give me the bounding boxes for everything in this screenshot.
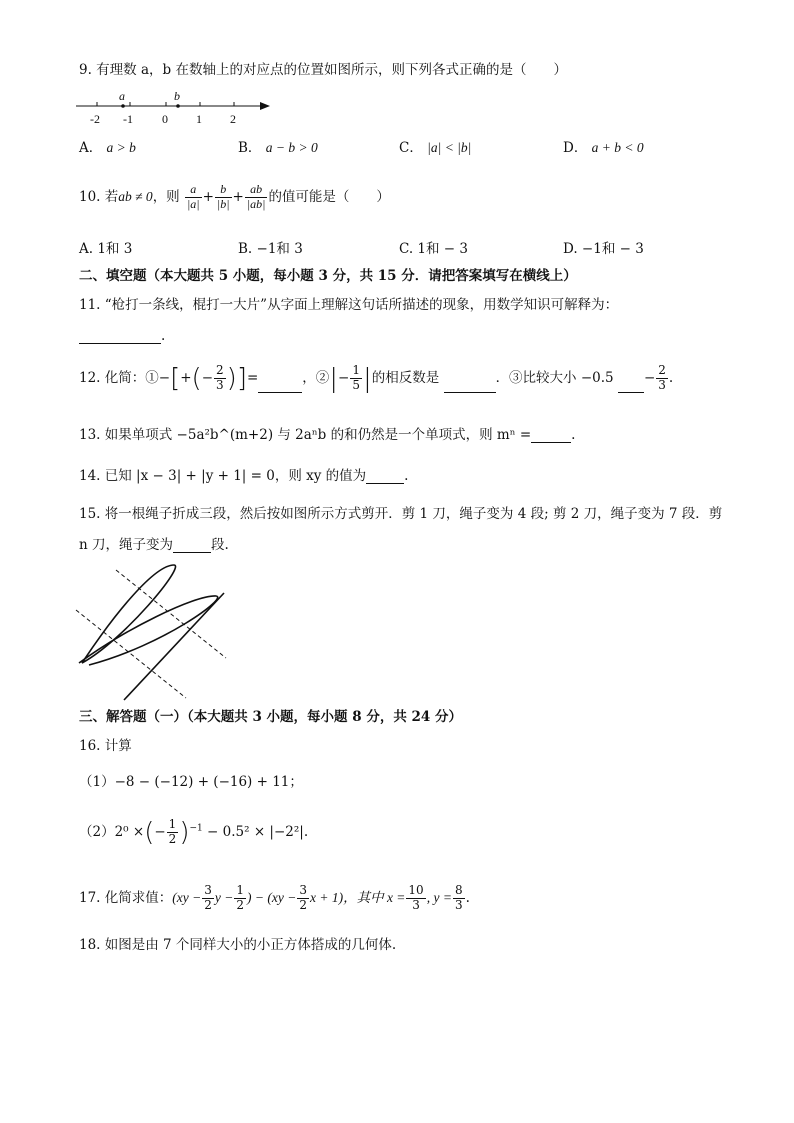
q10-stem: 10. 若ab ≠ 0，则 $\frac{a}{|a|}$ + $\frac{b}{|b|}$ + $\frac{ab}{|ab|}$ 的值可能是（ ） [79, 182, 390, 211]
section-heading-2: 二、填空题（本大题共 5 小题，每小题 3 分，共 15 分．请把答案填写在横线上） [79, 268, 577, 284]
q17-stem: 17. 化简求值：(xy − $\frac{3}{2}$ y − $\frac{1}{2}$ ) − (xy − $\frac{3}{2}$ x + 1)，其中 x = $\frac{10}{3}$ , y = $\frac{8}{3}$ . [79, 883, 470, 912]
fraction: $\frac{ab}{|ab|}$ [246, 182, 266, 211]
q11-stem: 11. “枪打一条线，棍打一大片”从字面上理解这句话所描述的现象，用数学知识可解释为： [79, 297, 619, 313]
fraction: $\frac{a}{|a|}$ [186, 182, 200, 211]
fraction: $\frac{2}{3}$ [658, 363, 666, 392]
q10-option-a: A. 1和 3 [79, 241, 133, 257]
axis-tick: 1 [196, 112, 202, 126]
q13-stem: 13. 如果单项式 −5a²b^(m+2) 与 2aⁿb 的和仍然是一个单项式，则 mⁿ = . [79, 427, 576, 443]
q18-stem: 18. 如图是由 7 个同样大小的小正方体搭成的几何体. [79, 937, 397, 953]
q10-option-c: C. 1和 − 3 [399, 241, 469, 257]
fraction: $\frac{2}{3}$ [216, 363, 224, 392]
q9-option-a: A． a > b [79, 140, 136, 156]
axis-tick: 0 [162, 112, 168, 126]
number-line [74, 86, 274, 128]
q10-option-b: B. −1和 3 [238, 241, 303, 257]
q10-option-d: D. −1和 − 3 [563, 241, 644, 257]
rope-cutting-figure [74, 560, 234, 706]
axis-tick: -1 [123, 112, 133, 126]
q15-stem: 15. 将一根绳子折成三段，然后按如图所示方式剪开．剪 1 刀，绳子变为 4 段; 剪 2 刀，绳子变为 7 段．剪 [79, 506, 723, 522]
fraction: $\frac{1}{2}$ [236, 883, 244, 912]
axis-tick: -2 [90, 112, 100, 126]
axis-tick: 2 [230, 112, 236, 126]
fraction: $\frac{8}{3}$ [454, 883, 463, 912]
fraction: $\frac{3}{2}$ [299, 883, 307, 912]
axis-label-b: b [174, 89, 180, 103]
q16-part-2: （2）2⁰ ×(− $\frac{1}{2}$ )$^{-1}$ − 0.5² × |−2²|. [79, 817, 309, 848]
fraction: $\frac{3}{2}$ [204, 883, 212, 912]
q16-part-1: （1）−8 − (−12) + (−16) + 11； [79, 774, 303, 790]
q16-title: 16. 计算 [79, 738, 132, 754]
section-heading-3: 三、解答题（一）（本大题共 3 小题，每小题 8 分，共 24 分） [79, 709, 463, 725]
fraction: $\frac{b}{|b|}$ [216, 182, 230, 211]
q12-stem: 12. 化简：①−[+(− $\frac{2}{3}$ )]= ，②|− $\frac{1}{5}$ |的相反数是 ．③比较大小 −0.5 − $\frac{2}{3}$ . [79, 363, 674, 394]
q15-stem-2: n 刀，绳子变为 段. [79, 537, 229, 553]
q9-option-c: C． |a| < |b| [399, 140, 472, 156]
q9-stem: 9. 有理数 a，b 在数轴上的对应点的位置如图所示，则下列各式正确的是（ ） [79, 62, 567, 78]
q9-option-b: B． a − b > 0 [238, 140, 318, 156]
fraction: $\frac{1}{5}$ [352, 363, 360, 392]
fraction: $\frac{10}{3}$ [408, 883, 424, 912]
axis-label-a: a [119, 89, 125, 103]
q14-stem: 14. 已知 |x − 3| + |y + 1| = 0，则 xy 的值为 . [79, 468, 409, 484]
q11-answer-line: . [79, 330, 165, 344]
q9-option-d: D． a + b < 0 [563, 140, 644, 156]
fraction: $\frac{1}{2}$ [168, 817, 177, 846]
